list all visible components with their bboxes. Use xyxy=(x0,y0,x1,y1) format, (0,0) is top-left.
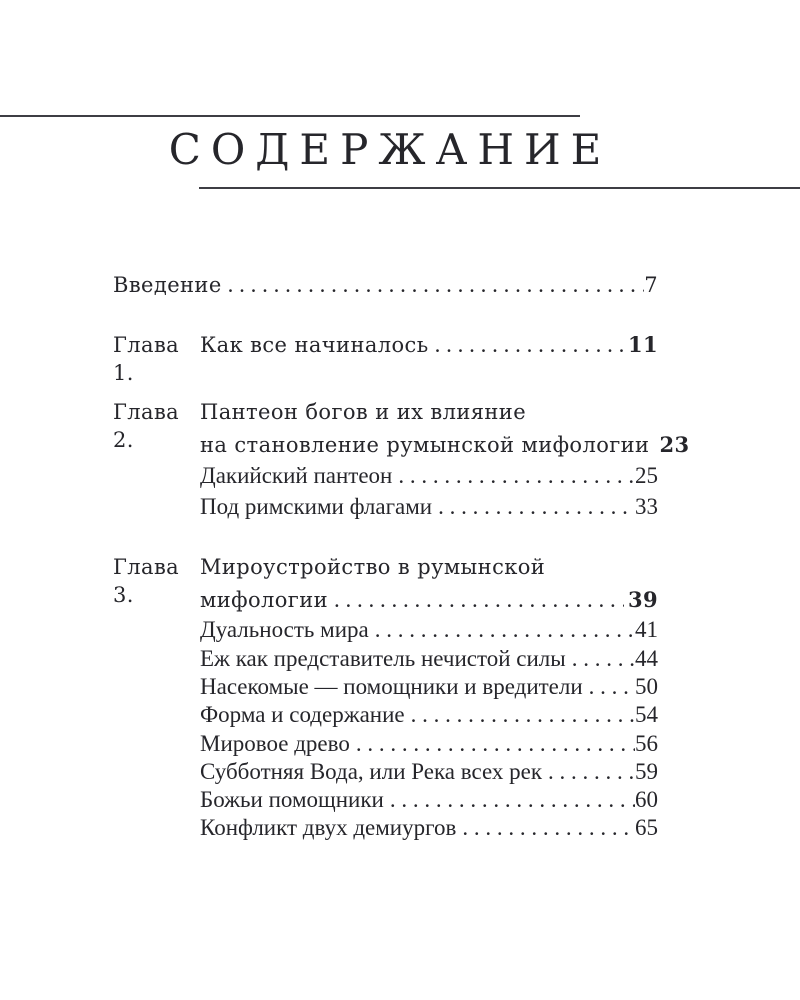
dot-leader xyxy=(390,786,635,814)
entry-title: Форма и содержание xyxy=(200,702,405,727)
page-number: 41 xyxy=(635,617,658,642)
dot-leader xyxy=(228,271,645,299)
toc-entry-section xyxy=(200,673,658,701)
toc-entry-section xyxy=(200,758,658,786)
dot-leader xyxy=(411,701,635,729)
page-number: 59 xyxy=(635,759,658,784)
dot-leader xyxy=(462,814,635,842)
dot-leader xyxy=(572,645,635,673)
entry-title: на становление румынской мифологии xyxy=(200,433,650,457)
toc-entry-chapter-1 xyxy=(113,331,658,387)
chapter-label: Глава 3. xyxy=(113,555,180,607)
dot-leader xyxy=(334,586,624,614)
entry-title: Пантеон богов и их влияние xyxy=(200,400,527,424)
entry-title: мифологии xyxy=(200,588,328,612)
title-underline xyxy=(199,187,800,189)
toc-entry-section xyxy=(200,645,658,673)
top-rule xyxy=(0,115,580,117)
dot-leader xyxy=(435,331,624,359)
entry-title: Субботняя Вода, или Река всех рек xyxy=(200,759,543,784)
dot-leader xyxy=(589,673,635,701)
page-number: 60 xyxy=(635,787,658,812)
entry-title: Дакийский пантеон xyxy=(200,463,393,488)
dot-leader xyxy=(548,758,635,786)
toc-entry-section xyxy=(200,616,658,644)
page-number: 25 xyxy=(635,463,658,488)
toc-entry-chapter-3-line-2 xyxy=(200,586,658,614)
entry-title: Божьи помощники xyxy=(200,787,384,812)
page-number: 65 xyxy=(635,815,658,840)
toc-entry-section xyxy=(200,730,658,758)
dot-leader xyxy=(375,616,635,644)
chapter-label: Глава 2. xyxy=(113,400,180,452)
entry-title: Насекомые — помощники и вредители xyxy=(200,674,583,699)
entry-title: Мировое древо xyxy=(200,731,350,756)
page-title: СОДЕРЖАНИЕ xyxy=(168,125,612,174)
toc-entry-section xyxy=(200,814,658,842)
page-number: 50 xyxy=(635,674,658,699)
page-number: 56 xyxy=(635,731,658,756)
toc-entry-section xyxy=(200,493,658,521)
page-number: 33 xyxy=(635,494,658,519)
entry-title: Еж как представитель нечистой силы xyxy=(200,646,566,671)
page-number: 11 xyxy=(627,332,658,357)
dot-leader xyxy=(438,493,635,521)
dot-leader xyxy=(356,730,635,758)
page-number: 39 xyxy=(627,587,658,612)
chapter-label: Глава 1. xyxy=(113,333,180,385)
toc-entry-section xyxy=(200,462,658,490)
toc-entry-section xyxy=(200,786,658,814)
toc-entry-chapter-2-line-2 xyxy=(200,431,690,459)
page-number: 44 xyxy=(635,646,658,671)
entry-title: Конфликт двух демиургов xyxy=(200,815,457,840)
entry-title: Под римскими флагами xyxy=(200,494,433,519)
entry-title: Мироустройство в румынской xyxy=(200,555,546,579)
entry-title: Введение xyxy=(113,273,222,297)
toc-entry-section xyxy=(200,701,658,729)
page-number: 7 xyxy=(644,273,658,297)
entry-title: Дуальность мира xyxy=(200,617,369,642)
page-number: 54 xyxy=(635,702,658,727)
page-number: 23 xyxy=(659,432,690,457)
toc-entry-introduction xyxy=(113,271,658,299)
dot-leader xyxy=(398,462,635,490)
entry-title: Как все начиналось xyxy=(200,333,429,357)
